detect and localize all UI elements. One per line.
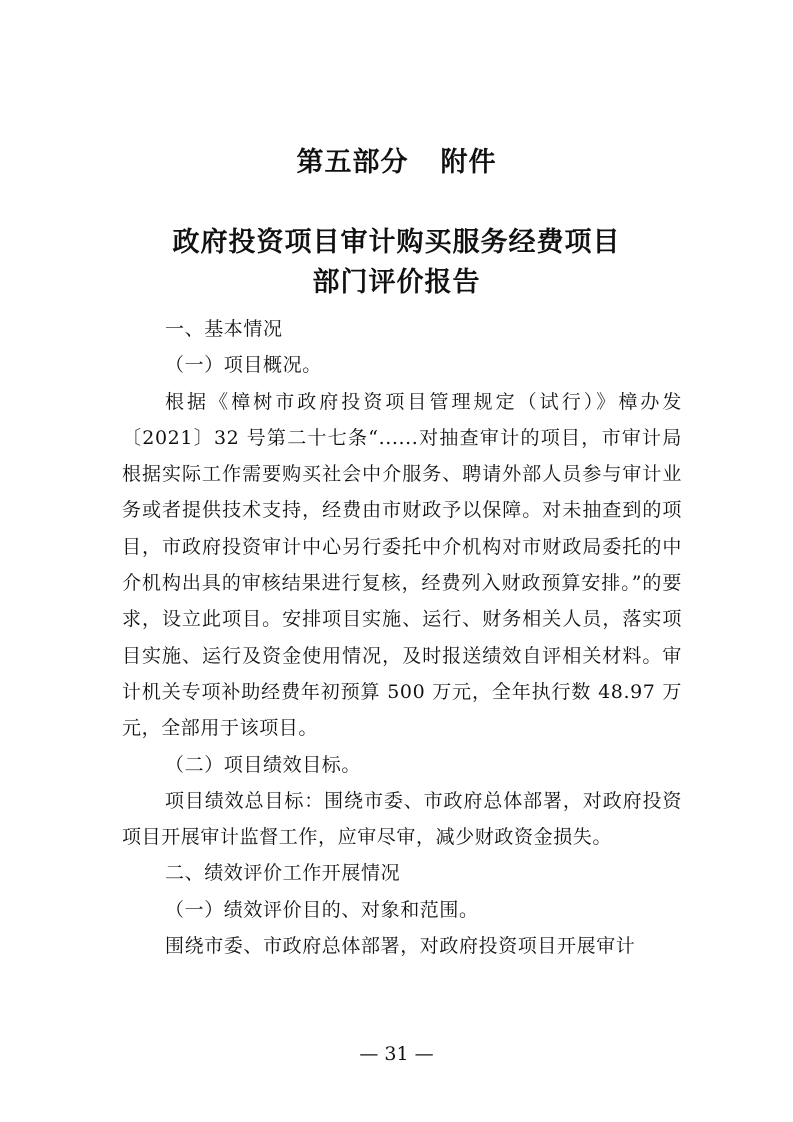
paragraph-performance-goal: 项目绩效总目标：围绕市委、市政府总体部署，对政府投资项目开展审计监督工作，应审尽审，减少财政资金损失。: [122, 789, 682, 849]
heading-project-overview: （一）项目概况。: [165, 354, 322, 377]
part-label: 第五部分: [296, 147, 409, 178]
part-title: [0, 140, 793, 179]
paragraph-evaluation: 围绕市委、市政府总体部署，对政府投资项目开展审计: [165, 935, 636, 958]
heading-basic-info: 一、基本情况: [165, 318, 283, 340]
heading-evaluation-work: 二、绩效评价工作开展情况: [165, 862, 401, 885]
document-title: [0, 223, 793, 303]
document-title-line1: 政府投资项目审计购买服务经费项目: [172, 227, 621, 258]
heading-evaluation-purpose: （一）绩效评价目的、对象和范围。: [165, 898, 479, 921]
document-body: [122, 311, 682, 964]
document-title-line2: 部门评价报告: [312, 267, 481, 298]
part-name: 附件: [440, 147, 497, 178]
heading-performance-goal: （二）项目绩效目标。: [165, 753, 362, 776]
page-number: — 31 —: [359, 1043, 434, 1065]
paragraph-project-overview: 根据《樟树市政府投资项目管理规定（试行）》樟办发〔2021〕32 号第二十七条“......对抽查审计的项目，市审计局根据实际工作需要购买社会中介服务、聘请外部人员参与审计业务或者提供技术支持，经费由市财政予以保障。对未抽查到的项目，市政府投资审计中心另行委托中介机构对市财政局委托的中介机构出具的审核结果进行复核，经费列入财政预算安排。”的要求，设立此项目。安排项目实施、运行、财务相关人员，落实项目实施、运行及资金使用情况，及时报送绩效自评相关材料。审计机关专项补助经费年初预算 500 万元，全年执行数 48.97 万元，全部用于该项目。: [122, 390, 682, 740]
